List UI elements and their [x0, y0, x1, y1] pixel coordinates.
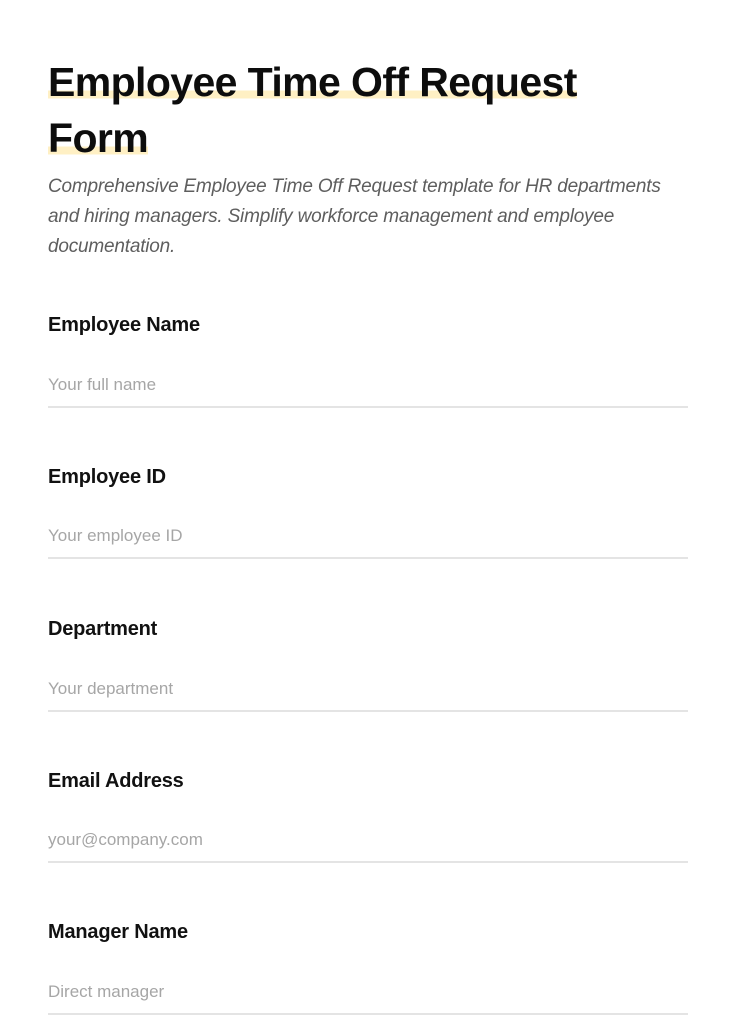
employee-id-field: [48, 464, 688, 559]
email-address-field: [48, 768, 688, 863]
title-line-1: Employee Time Off Request: [48, 59, 577, 105]
employee-name-input[interactable]: [48, 364, 688, 408]
form-description: Comprehensive Employee Time Off Request template for HR departments and hiring managers. Simplify workforce management and employee documentation.: [48, 176, 661, 257]
email-address-label: Email Address: [48, 770, 184, 792]
manager-name-label: Manager Name: [48, 921, 188, 943]
page-title: [48, 0, 688, 166]
department-field: [48, 616, 688, 712]
email-address-input[interactable]: [48, 819, 688, 863]
employee-name-label: Employee Name: [48, 314, 200, 336]
title-line-2: Form: [48, 115, 149, 161]
employee-id-input[interactable]: [48, 515, 688, 559]
employee-id-label: Employee ID: [48, 466, 166, 488]
employee-name-field: [48, 312, 688, 408]
manager-name-field: [48, 919, 688, 1015]
manager-name-input[interactable]: [48, 971, 688, 1015]
department-input[interactable]: [48, 668, 688, 712]
department-label: Department: [48, 618, 158, 640]
